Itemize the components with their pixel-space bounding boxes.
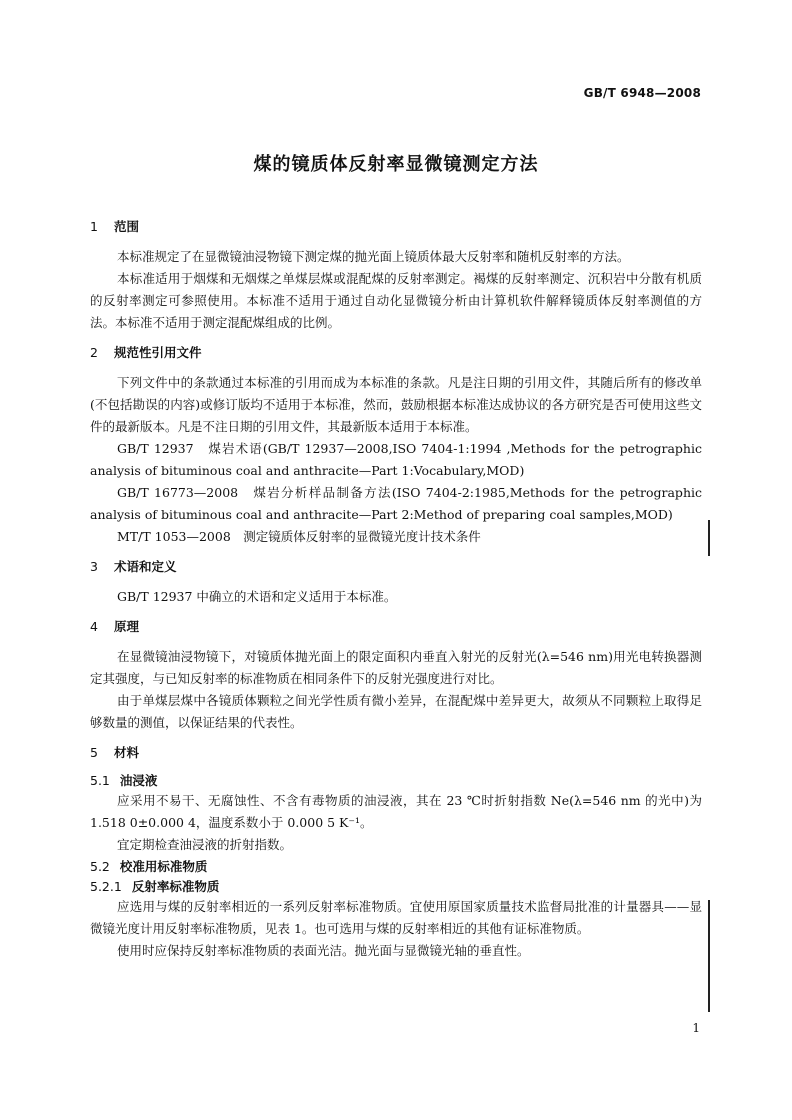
paragraph: 应采用不易干、无腐蚀性、不含有毒物质的油浸液，其在 23 ℃时折射指数 Ne(λ=546 nm 的光中)为 1.518 0±0.000 4，温度系数小于 0.000 5 K⁻¹。 <box>90 793 702 830</box>
paragraph: 使用时应保持反射率标准物质的表面光洁。抛光面与显微镜光轴的垂直性。 <box>117 943 530 958</box>
subsection-heading-5-2: 5.2 校准用标准物质 <box>90 859 208 874</box>
section-title: 术语和定义 <box>114 559 177 574</box>
subsection-heading-5-2-1: 5.2.1 反射率标准物质 <box>90 879 220 894</box>
section-title: 规范性引用文件 <box>114 345 202 360</box>
section-title: 材料 <box>114 745 140 760</box>
section-title: 范围 <box>114 219 140 234</box>
document-title: 煤的镜质体反射率显微镜测定方法 <box>253 154 539 175</box>
paragraph: 宜定期检查油浸液的折射指数。 <box>117 837 293 852</box>
paragraph: 本标准规定了在显微镜油浸物镜下测定煤的抛光面上镜质体最大反射率和随机反射率的方法。 <box>117 249 630 264</box>
subsection-title: 校准用标准物质 <box>119 859 208 874</box>
paragraph: 由于单煤层煤中各镜质体颗粒之间光学性质有微小差异，在混配煤中差异更大，故须从不同颗粒上取得足够数量的测值，以保证结果的代表性。 <box>90 693 702 730</box>
section-heading-5: 5 材料 <box>90 745 140 760</box>
subsection-title: 反射率标准物质 <box>131 879 220 894</box>
page-number: 1 <box>692 1021 700 1035</box>
standard-number: GB/T 6948—2008 <box>583 86 701 100</box>
document-body <box>90 218 702 962</box>
section-heading-1: 1 范围 <box>90 219 140 234</box>
section-heading-4: 4 原理 <box>90 619 140 634</box>
paragraph: 应选用与煤的反射率相近的一系列反射率标准物质。宜使用原国家质量技术监督局批准的计量器具——显微镜光度计用反射率标准物质，见表 1。也可选用与煤的反射率相近的其他有证标准物质。 <box>90 899 702 936</box>
subsection-heading-5-1: 5.1 油浸液 <box>90 773 158 788</box>
subsection-title: 油浸液 <box>119 773 158 788</box>
reference-entry: GB/T 16773—2008 煤岩分析样品制备方法(ISO 7404-2:1985,Methods for the petrographic analysis of bituminous coal and anthracite—Part 2:Method of preparing coal samples,MOD) <box>90 485 702 522</box>
reference-entry: MT/T 1053—2008 测定镜质体反射率的显微镜光度计技术条件 <box>117 529 481 544</box>
revision-bar <box>708 520 710 556</box>
revision-bar <box>708 900 710 1012</box>
section-heading-3: 3 术语和定义 <box>90 559 177 574</box>
paragraph: 在显微镜油浸物镜下，对镜质体抛光面上的限定面积内垂直入射光的反射光(λ=546 nm)用光电转换器测定其强度，与已知反射率的标准物质在相同条件下的反射光强度进行对比。 <box>90 649 702 686</box>
section-heading-2: 2 规范性引用文件 <box>90 345 202 360</box>
paragraph: 本标准适用于烟煤和无烟煤之单煤层煤或混配煤的反射率测定。褐煤的反射率测定、沉积岩中分散有机质的反射率测定可参照使用。本标准不适用于通过自动化显微镜分析由计算机软件解释镜质体反射率测值的方法。本标准不适用于测定混配煤组成的比例。 <box>90 271 702 330</box>
section-title: 原理 <box>114 619 140 634</box>
paragraph: GB/T 12937 中确立的术语和定义适用于本标准。 <box>117 589 397 604</box>
reference-entry: GB/T 12937 煤岩术语(GB/T 12937—2008,ISO 7404-1:1994 ,Methods for the petrographic analysis of bituminous coal and anthracite—Part 1:Vocabulary,MOD) <box>90 441 702 478</box>
paragraph: 下列文件中的条款通过本标准的引用而成为本标准的条款。凡是注日期的引用文件，其随后所有的修改单(不包括勘误的内容)或修订版均不适用于本标准，然而，鼓励根据本标准达成协议的各方研究是否可使用这些文件的最新版本。凡是不注日期的引用文件，其最新版本适用于本标准。 <box>90 375 702 434</box>
